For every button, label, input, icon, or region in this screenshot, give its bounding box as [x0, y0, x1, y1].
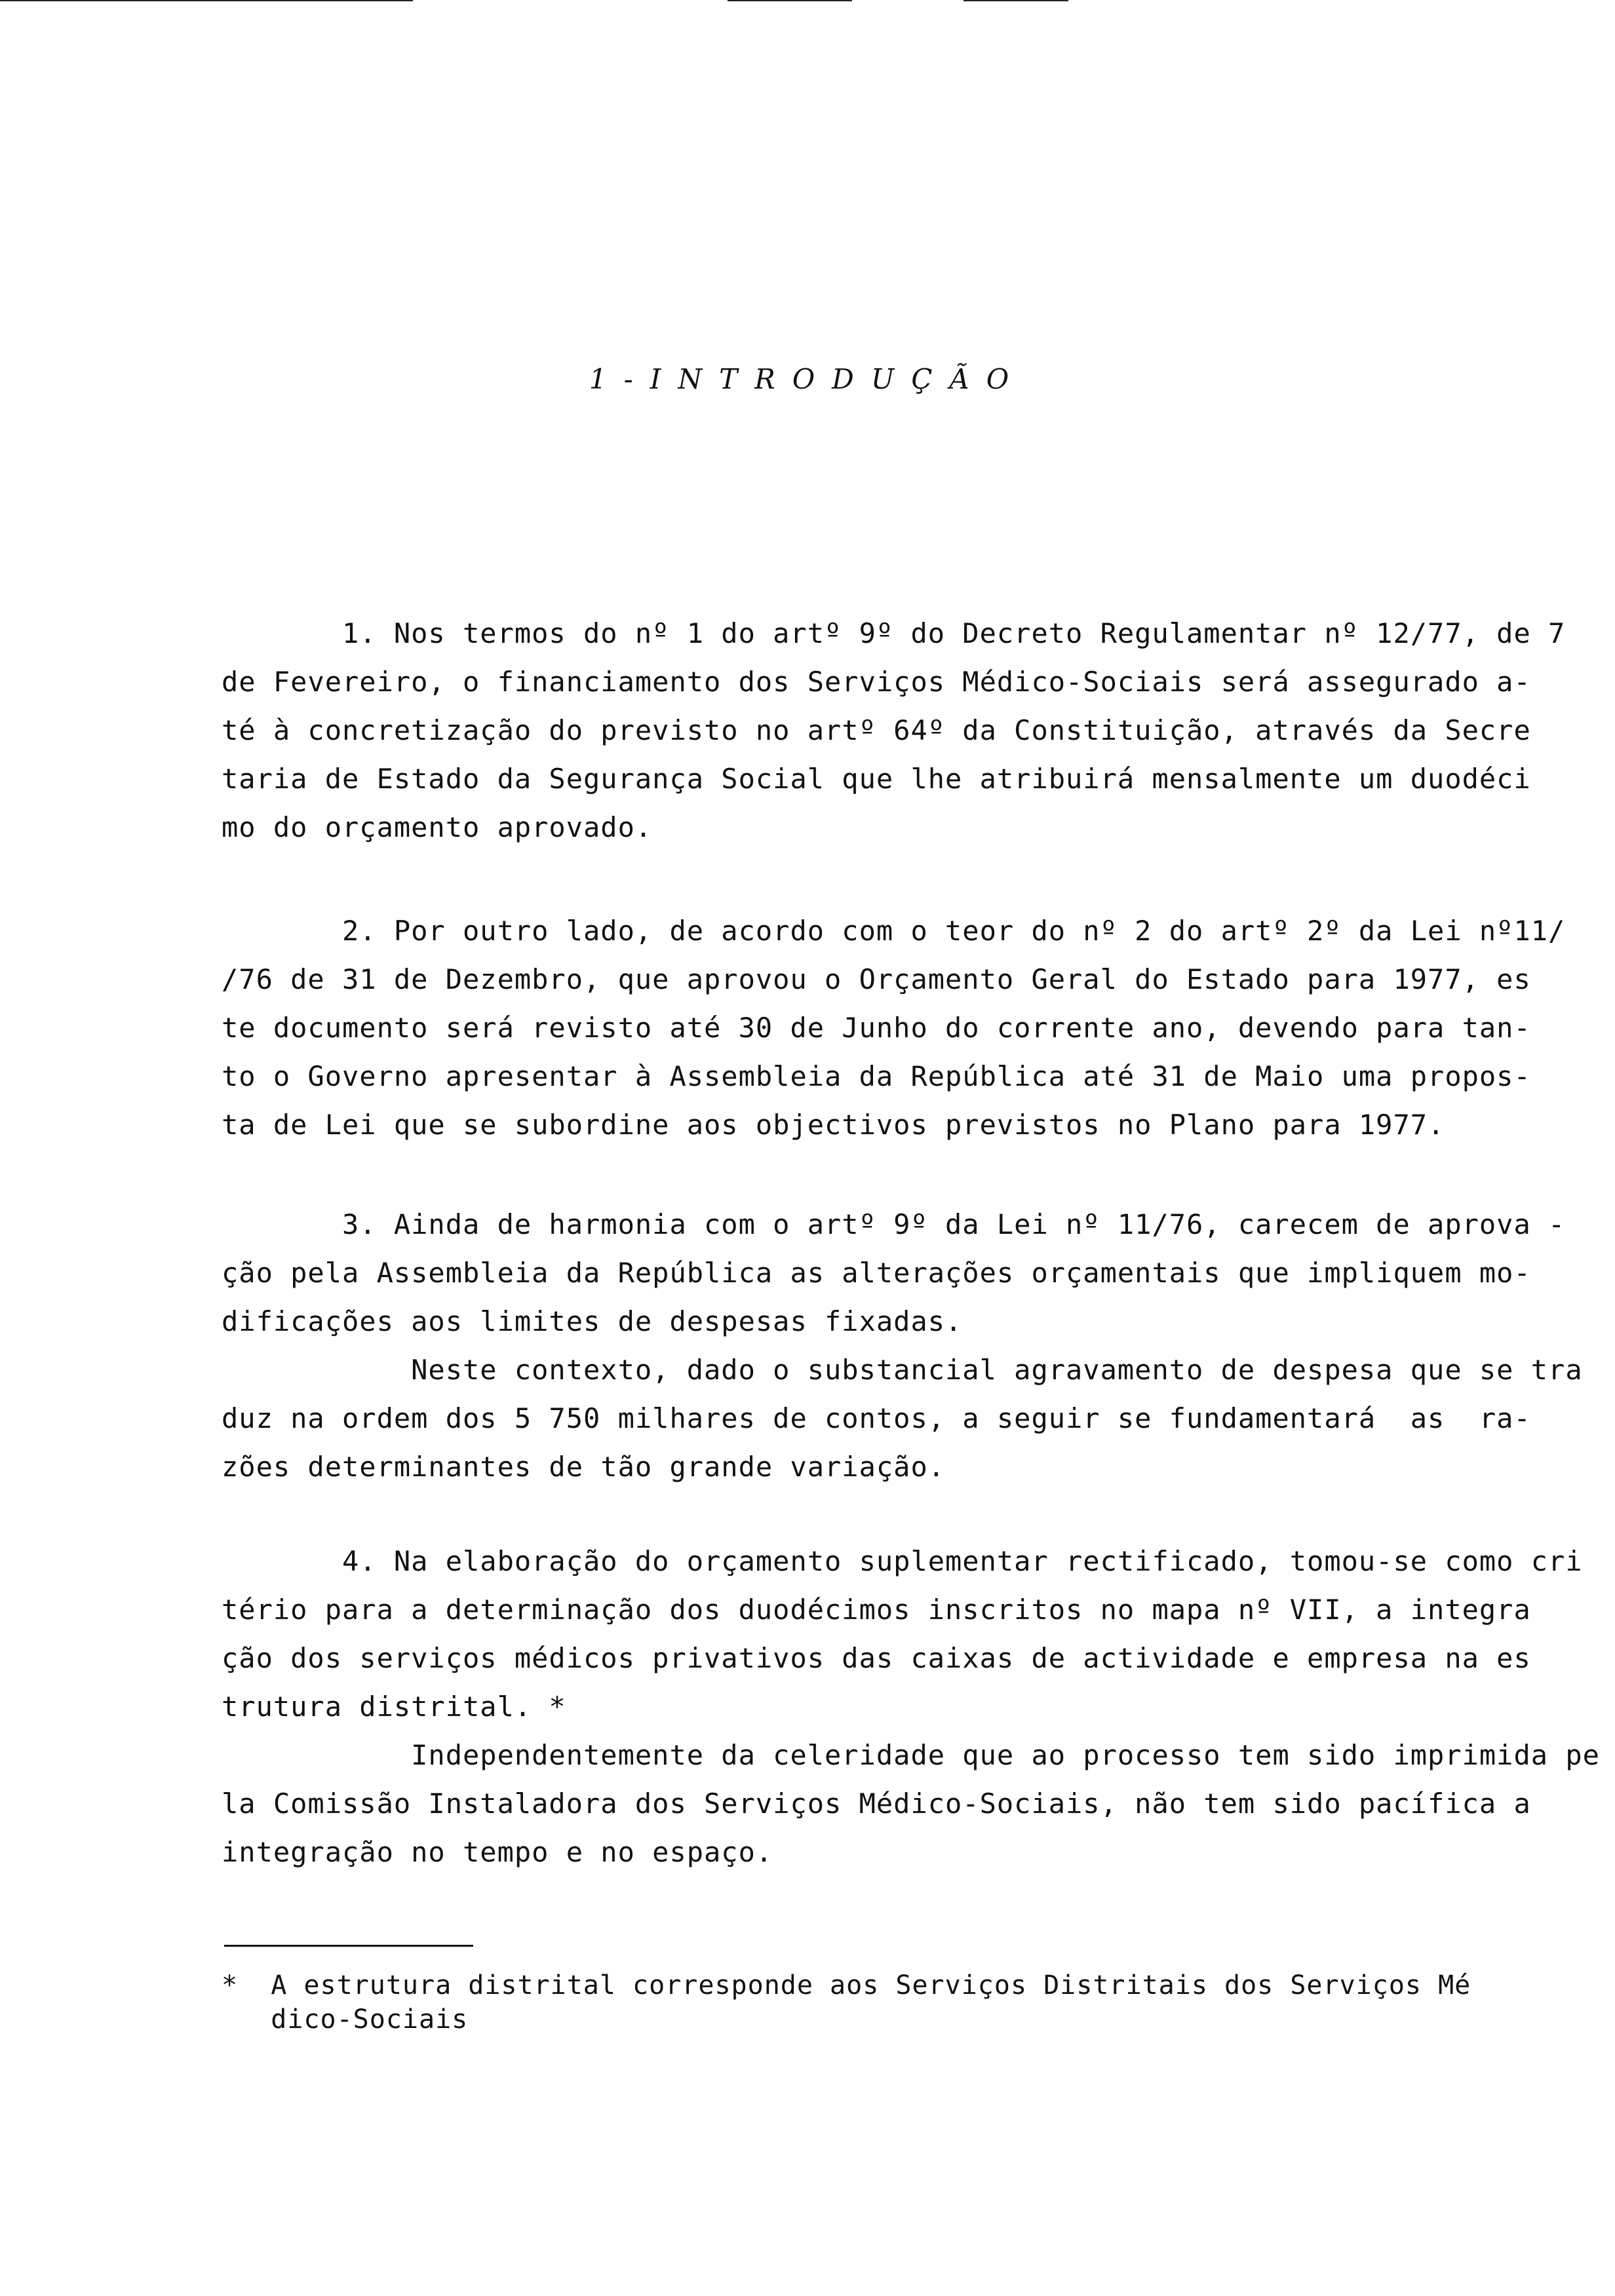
paragraph-2: 2. Por outro lado, de acordo com o teor do nº 2 do artº 2º da Lei nº11/ /76 de 31 de Dezembro, que aprovou o Orçamento Geral do Estado para 1977, es te documento será revisto até 30 de Junho do corrente ano, devendo para tan- to o Governo apresentar à Assembleia da República até 31 de Maio uma propos- ta de Lei que se subordine aos objectivos previstos no Plano para 1977. — [222, 915, 1566, 1141]
paragraph-4: 4. Na elaboração do orçamento suplementar rectificado, tomou-se como cri tério para a determinação dos duodécimos inscritos no mapa nº VII, a integra ção dos serviços médicos privativos das caixas de actividade e empresa na es trutura distrital. * Independentemente da celeridade que ao processo tem sido imprimida pe la Comissão Instaladora dos Serviços Médico-Sociais, não tem sido pacífica a integração no tempo e no espaço. — [222, 1545, 1600, 1868]
footnote-rule — [224, 1945, 473, 1947]
page-title: 1-INTRODUÇÃO — [589, 363, 1026, 395]
paragraph-3: 3. Ainda de harmonia com o artº 9º da Lei nº 11/76, carecem de aprova - ção pela Assembleia da República as alterações orçamentais que impliquem mo- dificações aos limites de despesas fixadas. Neste contexto, dado o substancial agravamento de despesa que se tra duz na ordem dos 5 750 milhares de contos, a seguir se fundamentará as ra- zões determinantes de tão grande variação. — [222, 1208, 1583, 1483]
footnote: * A estrutura distrital corresponde aos Serviços Distritais dos Serviços Mé dico-Sociais — [222, 1970, 1471, 2035]
top-rule-1 — [0, 0, 413, 1]
top-rule-3 — [963, 0, 1068, 1]
top-rule-2 — [728, 0, 852, 1]
paragraph-1: 1. Nos termos do nº 1 do artº 9º do Decreto Regulamentar nº 12/77, de 7 de Fevereiro, o financiamento dos Serviços Médico-Sociais será assegurado a- té à concretização do previsto no artº 64º da Constituição, através da Secre taria de Estado da Segurança Social que lhe atribuirá mensalmente um duodéci mo do orçamento aprovado. — [222, 617, 1566, 843]
